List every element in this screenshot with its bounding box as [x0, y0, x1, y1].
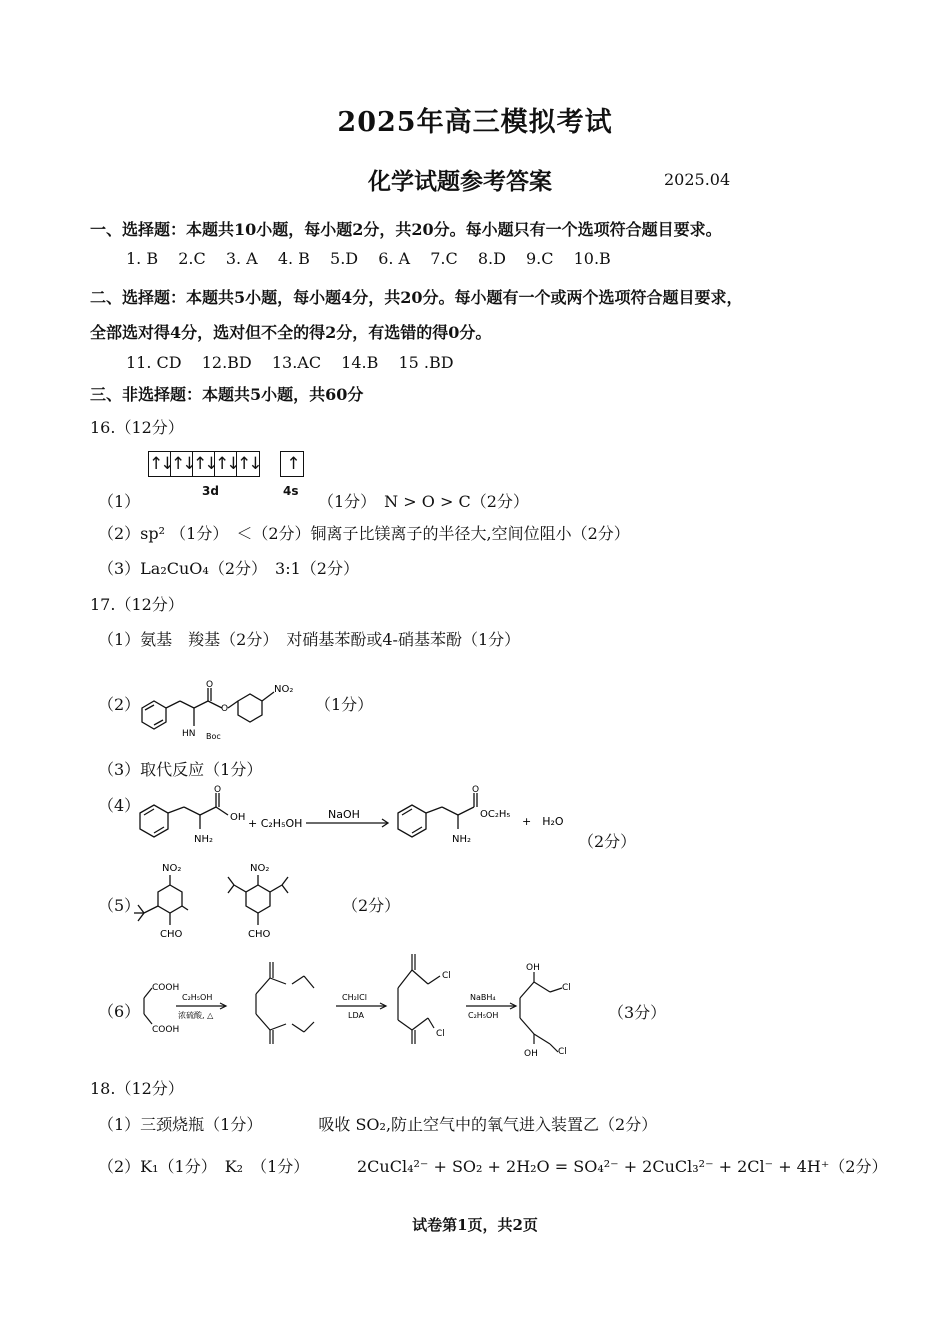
svg-text:O: O [206, 680, 214, 690]
oh-label: OH [526, 963, 540, 973]
q16-p1-number: （1） [98, 492, 141, 511]
q17-p4-score: （2分） [578, 832, 637, 851]
boc-label: Boc [206, 732, 221, 741]
answer-key-subtitle: 化学试题参考答案 [368, 168, 552, 195]
answer-10: 10.B [573, 249, 611, 268]
cooh-label: COOH [152, 983, 180, 993]
nh2-label: NH₂ [194, 834, 214, 845]
exam-date: 2025.04 [664, 170, 731, 189]
orbital-box: ↑↓ [237, 454, 260, 474]
q17-p5-number: （5） [98, 896, 141, 915]
q16-label: 16.（12分） [90, 418, 184, 437]
answer-9: 9.C [526, 249, 554, 268]
svg-text:O: O [472, 785, 480, 795]
answer-11: 11. CD [126, 353, 182, 372]
q16-p3-answer: （3）La₂CuO₄（2分） 3:1（2分） [98, 559, 359, 578]
condition3-label: C₂H₅OH [468, 1011, 499, 1020]
no2-label: NO₂ [274, 684, 294, 695]
q17-p5-structures [130, 855, 320, 947]
q17-p2-structure [130, 668, 320, 748]
orbital-box: ↑ [286, 454, 298, 474]
exam-title: 2025年高三模拟考试 [337, 107, 613, 138]
cho-label: CHO [160, 929, 183, 940]
answer-13: 13.AC [271, 353, 322, 372]
q17-p4-reaction [130, 785, 610, 855]
q17-label: 17.（12分） [90, 595, 184, 614]
naoh-label: NaOH [328, 808, 360, 821]
answer-12: 12.BD [201, 353, 252, 372]
hn-label: HN [182, 729, 196, 739]
oc2h5-label: OC₂H₅ [480, 809, 511, 820]
answer-1: 1. B [126, 249, 159, 268]
section2-heading-line1: 二、选择题：本题共5小题，每小题4分，共20分。每小题有一个或两个选项符合题目要求， [90, 288, 743, 307]
q17-p1-answer: （1）氨基 羧基（2分） 对硝基苯酚或4-硝基苯酚（1分） [98, 630, 521, 649]
orbital-box: ↑↓ [171, 454, 194, 474]
no2-label: NO₂ [250, 863, 270, 874]
no2-label: NO₂ [162, 863, 182, 874]
answer-6: 6. A [378, 249, 411, 268]
answer-7: 7.C [430, 249, 458, 268]
q18-p2-equation: 2CuCl₄²⁻ + SO₂ + 2H₂O = SO₄²⁻ + 2CuCl₃²⁻ + 2Cl⁻ + 4H⁺（2分） [357, 1157, 888, 1176]
section2-answers [126, 353, 469, 372]
reagent2-label: CH₂ICl [342, 993, 367, 1002]
orbital-3d-diagram [148, 451, 260, 477]
q17-p2-number: （2） [98, 695, 141, 714]
q17-p2-score: （1分） [315, 695, 374, 714]
section1-heading: 一、选择题：本题共10小题，每小题2分，共20分。每小题只有一个选项符合题目要求。 [90, 220, 722, 239]
orbital-box: ↑↓ [193, 454, 216, 474]
answer-8: 8.D [477, 249, 506, 268]
q17-p6-synthesis-route [130, 948, 610, 1068]
q18-p1-answer: （1）三颈烧瓶（1分） 吸收 SO₂,防止空气中的氧气进入装置乙（2分） [98, 1115, 658, 1134]
reagent1-label: C₂H₅OH [182, 993, 213, 1002]
cl-label: Cl [562, 983, 571, 993]
answer-15: 15 .BD [398, 353, 454, 372]
water-label: + H₂O [522, 815, 564, 828]
answer-3: 3. A [225, 249, 258, 268]
orbital-4s-diagram [280, 451, 304, 477]
cl-label: Cl [442, 971, 451, 981]
q16-p1-answer: （1分） N > O > C（2分） [318, 492, 529, 511]
q17-p6-score: （3分） [608, 1003, 667, 1022]
q17-p3-answer: （3）取代反应（1分） [98, 760, 263, 779]
q17-p5-score: （2分） [342, 896, 401, 915]
orbital-box: ↑↓ [149, 454, 172, 474]
oh-label: OH [230, 812, 246, 823]
orbital-4s-label: 4s [283, 484, 299, 498]
svg-text:O: O [214, 785, 222, 795]
reagent3-label: NaBH₄ [470, 993, 496, 1002]
condition1-label: 浓硫酸, △ [178, 1011, 214, 1020]
svg-text:O: O [221, 704, 229, 714]
cl-label: Cl [436, 1029, 445, 1039]
q18-p2-answer: （2）K₁（1分） K₂ （1分） [98, 1157, 310, 1176]
orbital-box: ↑↓ [215, 454, 238, 474]
section2-heading-line2: 全部选对得4分，选对但不全的得2分，有选错的得0分。 [90, 323, 492, 342]
q18-label: 18.（12分） [90, 1079, 184, 1098]
condition2-label: LDA [348, 1011, 364, 1020]
nh2-label: NH₂ [452, 834, 472, 845]
answer-5: 5.D [330, 249, 359, 268]
q17-p6-number: （6） [98, 1002, 141, 1021]
q17-p4-number: （4） [98, 796, 141, 815]
ethanol-label: + C₂H₅OH [248, 817, 303, 830]
section3-heading: 三、非选择题：本题共5小题，共60分 [90, 385, 364, 404]
answer-4: 4. B [277, 249, 310, 268]
cl-label: Cl [558, 1047, 567, 1057]
page-footer: 试卷第1页，共2页 [412, 1216, 538, 1234]
orbital-3d-label: 3d [202, 484, 219, 498]
q16-p2-answer: （2）sp² （1分） ＜（2分）铜离子比镁离子的半径大,空间位阻小（2分） [98, 524, 630, 543]
answer-2: 2.C [178, 249, 206, 268]
answer-14: 14.B [341, 353, 379, 372]
section1-answers [126, 249, 626, 268]
oh-label: OH [524, 1049, 538, 1059]
cho-label: CHO [248, 929, 271, 940]
cooh-label: COOH [152, 1025, 180, 1035]
